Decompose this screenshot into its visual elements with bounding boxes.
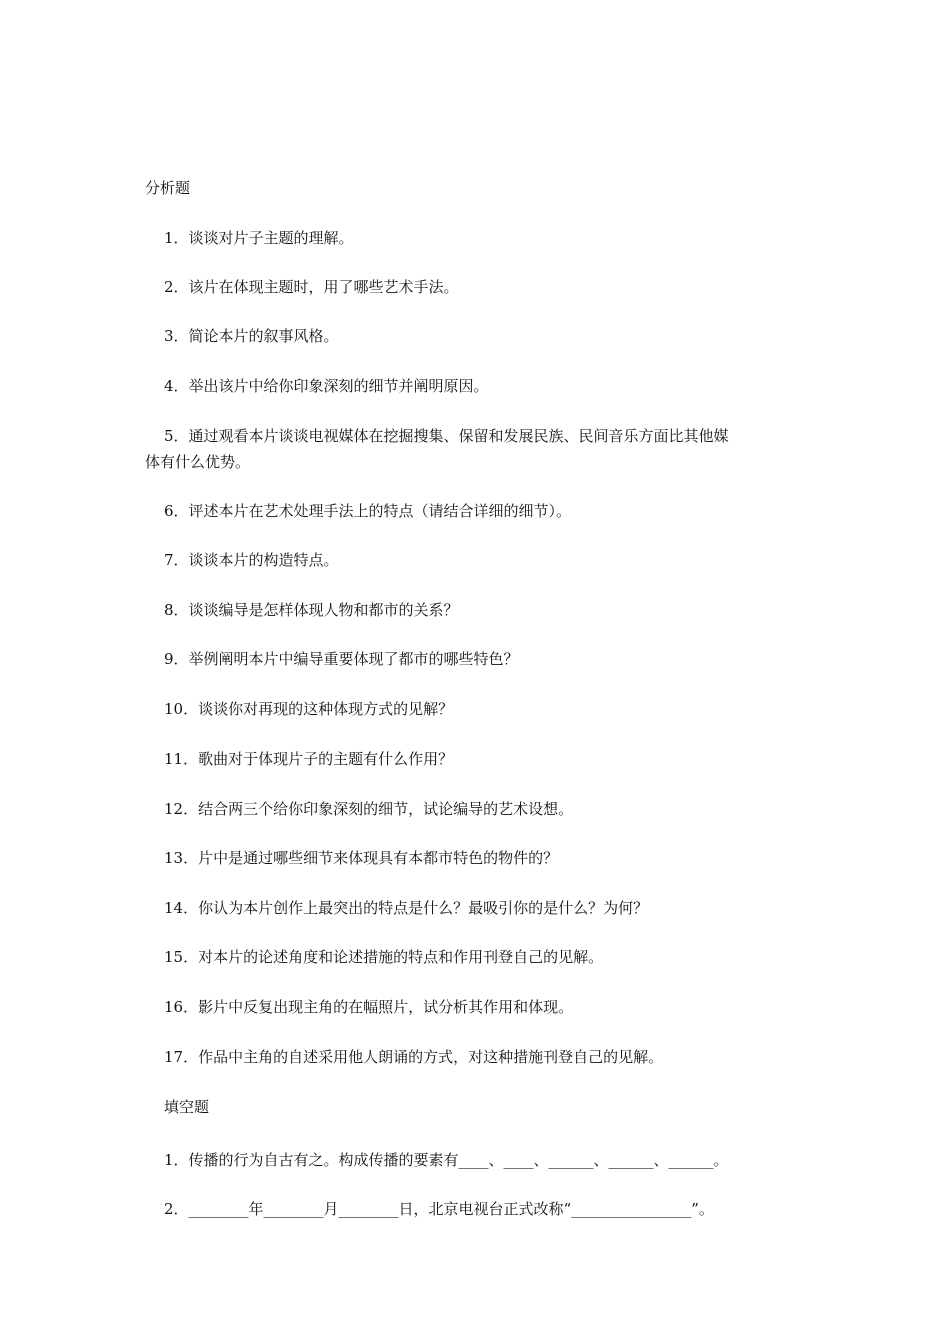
fill-item: 2．________年________月________日，北京电视台正式改称“________________”。 (164, 1200, 714, 1218)
question-item: 12．结合两三个给你印象深刻的细节，试论编导的艺术设想。 (164, 800, 574, 818)
fill-item: 1．传播的行为自古有之。构成传播的要素有____、____、______、______、______。 (164, 1151, 729, 1169)
question-item: 10．谈谈你对再现的这种体现方式的见解？ (164, 700, 454, 718)
question-item: 14．你认为本片创作上最突出的特点是什么？最吸引你的是什么？为何？ (164, 899, 649, 917)
question-item: 15．对本片的论述角度和论述措施的特点和作用刊登自己的见解。 (164, 948, 604, 966)
question-item: 9．举例阐明本片中编导重要体现了都市的哪些特色？ (164, 650, 519, 668)
section-heading-fill: 填空题 (164, 1098, 210, 1116)
question-item: 3．简论本片的叙事风格。 (164, 327, 339, 345)
question-item: 11．歌曲对于体现片子的主题有什么作用？ (164, 750, 454, 768)
question-item: 6．评述本片在艺术处理手法上的特点（请结合详细的细节）。 (164, 502, 572, 520)
question-item: 4．举出该片中给你印象深刻的细节并阐明原因。 (164, 377, 489, 395)
question-item: 2．该片在体现主题时，用了哪些艺术手法。 (164, 278, 459, 296)
question-item: 17．作品中主角的自述采用他人朗诵的方式，对这种措施刊登自己的见解。 (164, 1048, 664, 1066)
question-item: 16．影片中反复出现主角的在幅照片，试分析其作用和体现。 (164, 998, 574, 1016)
question-item: 8．谈谈编导是怎样体现人物和都市的关系？ (164, 601, 459, 619)
question-item: 5．通过观看本片谈谈电视媒体在挖掘搜集、保留和发展民族、民间音乐方面比其他媒 (164, 427, 729, 445)
question-item: 7．谈谈本片的构造特点。 (164, 551, 339, 569)
section-heading-analysis: 分析题 (145, 179, 191, 197)
question-item: 1．谈谈对片子主题的理解。 (164, 229, 354, 247)
question-item: 13．片中是通过哪些细节来体现具有本都市特色的物件的？ (164, 849, 559, 867)
question-item-continuation: 体有什么优势。 (145, 453, 251, 471)
